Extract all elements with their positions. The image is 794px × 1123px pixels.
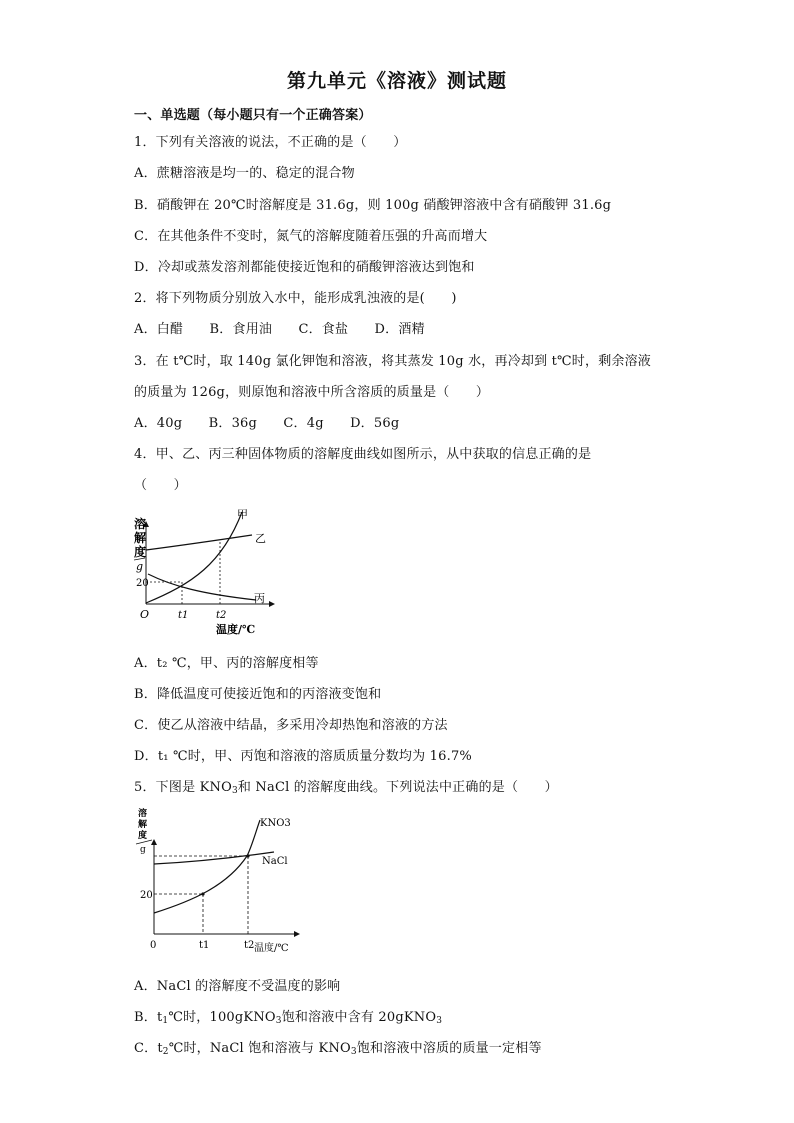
- question-5-option-c-pre: C．t: [134, 1041, 163, 1056]
- chart2-point-t1: [201, 892, 204, 895]
- question-5-stem: [134, 776, 558, 796]
- chart1-xlabel: 温度/℃: [216, 623, 256, 636]
- question-5-option-c-mid: ℃时，NaCl 饱和溶液与 KNO: [168, 1041, 351, 1056]
- question-3-options: [134, 412, 421, 431]
- question-5-stem-pre: 5．下图是 KNO: [134, 780, 232, 795]
- chart2-ytick-20: 20: [140, 890, 153, 901]
- question-5-option-c-sub3: 3: [350, 1047, 357, 1057]
- question-4-option-a: A．t₂ ℃，甲、丙的溶解度相等: [134, 656, 319, 671]
- question-5-stem-sub: 3: [231, 786, 238, 796]
- question-3-option-a: A．40g: [134, 416, 183, 431]
- question-5-option-b-sub1: 1: [162, 1016, 169, 1026]
- chart1-curve-jia: [146, 512, 242, 603]
- chart2-ylabel-char-4: g: [140, 845, 146, 855]
- question-1-option-b: B．硝酸钾在 20℃时溶解度是 31.6g，则 100g 硝酸钾溶液中含有硝酸钾 31.6g: [134, 198, 612, 213]
- chart2-curve-nacl: [154, 852, 274, 864]
- question-5-option-c-sub2: 2: [162, 1047, 169, 1057]
- question-3-option-d: D．56g: [350, 416, 400, 431]
- question-1-option-d: D．冷却或蒸发溶剂都能使接近饱和的硝酸钾溶液达到饱和: [134, 260, 475, 275]
- question-3-stem-line1: 3．在 t℃时，取 140g 氯化钾饱和溶液，将其蒸发 10g 水，再冷却到 t℃时，剩余溶液: [134, 354, 651, 369]
- question-5-option-c-end: 饱和溶液中溶质的质量一定相等: [356, 1041, 542, 1056]
- question-2-option-b: B．食用油: [209, 322, 273, 337]
- question-2-stem: 2．将下列物质分别放入水中，能形成乳浊液的是( ): [134, 291, 457, 306]
- question-4-stem-line2: （ ）: [134, 478, 187, 493]
- question-3-stem-line2: 的质量为 126g，则原饱和溶液中所含溶质的质量是（ ）: [134, 385, 490, 400]
- chart2-ylabel-char-2: 解: [138, 820, 148, 830]
- question-5-option-b-mid2: 饱和溶液中含有 20gKNO: [281, 1010, 437, 1025]
- question-4-stem-line1: 4．甲、乙、丙三种固体物质的溶解度曲线如图所示，从中获取的信息正确的是: [134, 447, 592, 462]
- chart2-xlabel: 温度/℃: [254, 943, 289, 954]
- question-5-option-a: A．NaCl 的溶解度不受温度的影响: [134, 979, 341, 994]
- question-5-option-c: [134, 1037, 542, 1057]
- question-5-option-b-mid: ℃时，100gKNO: [168, 1010, 276, 1025]
- question-5-option-b-sub3a: 3: [275, 1016, 282, 1026]
- chart1-xtick-t1: t1: [178, 610, 189, 621]
- question-1-option-c: C．在其他条件不变时，氮气的溶解度随着压强的升高而增大: [134, 229, 488, 244]
- question-4-option-c: C．使乙从溶液中结晶，多采用冷却热饱和溶液的方法: [134, 718, 448, 733]
- chart1-ylabel-char-3: 度: [134, 545, 147, 559]
- chart2-xtick-t1: t1: [199, 940, 210, 951]
- question-2-options: [134, 318, 447, 337]
- chart1-curve-bing: [148, 574, 256, 600]
- question-5-option-b-sub3b: 3: [436, 1016, 443, 1026]
- chart1-legend-yi: 乙: [255, 532, 266, 545]
- question-2-option-d: D．酒精: [374, 322, 425, 337]
- chart1-ylabel-char-2: 解: [134, 531, 147, 545]
- chart1-legend-jia: 甲: [237, 508, 248, 521]
- question-2-option-a: A．白醋: [134, 322, 184, 337]
- chart1-origin: O: [140, 608, 150, 621]
- chart2-ylabel-char-1: 溶: [138, 809, 148, 819]
- chart1-curve-yi: [146, 535, 252, 550]
- question-1-stem: 1．下列有关溶液的说法，不正确的是（ ）: [134, 135, 407, 150]
- question-3-option-c: C．4g: [283, 416, 324, 431]
- chart1-ylabel-char-4: g: [136, 560, 144, 573]
- chart2-point-t2: [246, 854, 249, 857]
- question-5-option-b-pre: B．t: [134, 1010, 163, 1025]
- question-5-option-b: [134, 1006, 442, 1026]
- question-4-option-b: B．降低温度可使接近饱和的丙溶液变饱和: [134, 687, 382, 702]
- chart1-ylabel-char-1: 溶: [134, 517, 147, 531]
- chart1-ytick-20: 20: [136, 578, 149, 589]
- question-4-option-d: D．t₁ ℃时，甲、丙饱和溶液的溶质质量分数均为 16.7%: [134, 749, 472, 764]
- question-5-stem-mid: 和 NaCl 的溶解度曲线。下列说法中正确的是（ ）: [237, 780, 558, 795]
- chart2-legend-kno3: KNO3: [260, 818, 291, 829]
- page-title: 第九单元《溶液》测试题: [286, 70, 507, 92]
- section-heading: 一、单选题（每小题只有一个正确答案）: [134, 108, 372, 123]
- chart2-legend-nacl: NaCl: [262, 856, 288, 867]
- chart2-origin: 0: [150, 940, 157, 951]
- chart2-ylabel-char-3: 度: [138, 831, 148, 841]
- chart1-xtick-t2: t2: [216, 610, 227, 621]
- question-1-option-a: A．蔗糖溶液是均一的、稳定的混合物: [134, 166, 355, 181]
- question-2-option-c: C．食盐: [298, 322, 349, 337]
- solubility-chart-1: [132, 504, 282, 638]
- question-3-option-b: B．36g: [208, 416, 258, 431]
- chart2-xtick-t2: t2: [244, 940, 255, 951]
- chart2-curve-kno3: [154, 820, 260, 913]
- solubility-chart-2: [132, 806, 302, 956]
- chart1-legend-bing: 丙: [254, 592, 265, 605]
